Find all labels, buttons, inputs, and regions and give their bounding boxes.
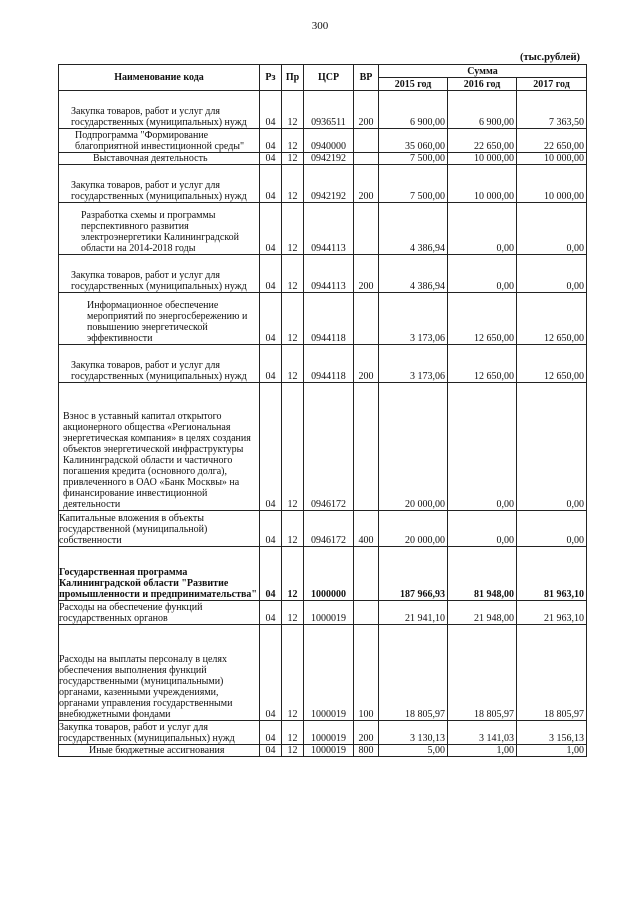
row-value-2015: 5,00: [379, 745, 448, 757]
row-value-2017: 7 363,50: [517, 91, 587, 129]
row-value-2015: 7 500,00: [379, 165, 448, 203]
row-rz: 04: [260, 383, 282, 511]
row-rz: 04: [260, 601, 282, 625]
table-row: [59, 91, 587, 129]
row-name: Государственная программа Калининградской области "Развитие промышленности и предпринимательства": [59, 547, 260, 601]
row-pr: 12: [282, 91, 304, 129]
row-name: Закупка товаров, работ и услуг для государственных (муниципальных) нужд: [59, 165, 260, 203]
row-value-2015: 18 805,97: [379, 625, 448, 721]
row-pr: 12: [282, 153, 304, 165]
header-name: Наименование кода: [59, 65, 260, 91]
row-pr: 12: [282, 511, 304, 547]
row-name: Закупка товаров, работ и услуг для государственных (муниципальных) нужд: [59, 721, 260, 745]
row-value-2017: 0,00: [517, 383, 587, 511]
row-value-2017: 12 650,00: [517, 293, 587, 345]
page-number: 300: [311, 20, 329, 32]
row-value-2015: 4 386,94: [379, 203, 448, 255]
table-row: [59, 203, 587, 255]
row-vr: [354, 129, 379, 153]
row-csr: 1000019: [304, 745, 354, 757]
row-value-2016: 0,00: [448, 203, 517, 255]
row-value-2017: 0,00: [517, 255, 587, 293]
header-2016: 2016 год: [448, 78, 517, 91]
row-value-2015: 20 000,00: [379, 383, 448, 511]
row-rz: 04: [260, 165, 282, 203]
row-value-2015: 4 386,94: [379, 255, 448, 293]
row-name: Закупка товаров, работ и услуг для государственных (муниципальных) нужд: [59, 91, 260, 129]
row-pr: 12: [282, 745, 304, 757]
row-name: Капитальные вложения в объекты государственной (муниципальной) собственности: [59, 511, 260, 547]
units-label: (тыс.рублей): [520, 52, 581, 63]
row-rz: 04: [260, 345, 282, 383]
row-name: Закупка товаров, работ и услуг для государственных (муниципальных) нужд: [59, 255, 260, 293]
budget-table: [58, 64, 587, 757]
row-vr: [354, 383, 379, 511]
row-csr: 0946172: [304, 383, 354, 511]
row-value-2017: 22 650,00: [517, 129, 587, 153]
row-csr: 0936511: [304, 91, 354, 129]
row-pr: 12: [282, 255, 304, 293]
row-csr: 1000019: [304, 721, 354, 745]
row-vr: 200: [354, 91, 379, 129]
table-row: [59, 547, 587, 601]
table-row: [59, 511, 587, 547]
table-row: [59, 601, 587, 625]
row-value-2016: 1,00: [448, 745, 517, 757]
header-pr: Пр: [282, 65, 304, 91]
row-vr: [354, 153, 379, 165]
row-value-2017: 1,00: [517, 745, 587, 757]
row-csr: 0946172: [304, 511, 354, 547]
row-value-2015: 187 966,93: [379, 547, 448, 601]
row-csr: 1000000: [304, 547, 354, 601]
row-value-2017: 0,00: [517, 511, 587, 547]
row-value-2017: 10 000,00: [517, 153, 587, 165]
header-sum: Сумма: [379, 65, 587, 78]
table-row: [59, 721, 587, 745]
header-2017: 2017 год: [517, 78, 587, 91]
table-row: [59, 255, 587, 293]
header-rz: Рз: [260, 65, 282, 91]
row-value-2016: 12 650,00: [448, 293, 517, 345]
table-row: [59, 745, 587, 757]
row-value-2016: 22 650,00: [448, 129, 517, 153]
row-pr: 12: [282, 129, 304, 153]
row-rz: 04: [260, 745, 282, 757]
row-value-2016: 3 141,03: [448, 721, 517, 745]
row-vr: [354, 293, 379, 345]
row-name: Информационное обеспечение мероприятий по энергосбережению и повышению энергетической эффективности: [59, 293, 260, 345]
row-value-2015: 35 060,00: [379, 129, 448, 153]
row-pr: 12: [282, 383, 304, 511]
header-2015: 2015 год: [379, 78, 448, 91]
row-value-2017: 10 000,00: [517, 165, 587, 203]
row-rz: 04: [260, 511, 282, 547]
row-name: Расходы на обеспечение функций государственных органов: [59, 601, 260, 625]
row-value-2015: 21 941,10: [379, 601, 448, 625]
row-vr: 200: [354, 721, 379, 745]
row-pr: 12: [282, 345, 304, 383]
row-pr: 12: [282, 721, 304, 745]
row-pr: 12: [282, 203, 304, 255]
table-row: [59, 345, 587, 383]
row-value-2017: 12 650,00: [517, 345, 587, 383]
row-value-2015: 3 130,13: [379, 721, 448, 745]
row-value-2016: 10 000,00: [448, 165, 517, 203]
row-csr: 0940000: [304, 129, 354, 153]
row-vr: [354, 203, 379, 255]
table-row: [59, 129, 587, 153]
row-value-2016: 10 000,00: [448, 153, 517, 165]
row-vr: 200: [354, 345, 379, 383]
row-value-2016: 21 948,00: [448, 601, 517, 625]
row-name: Закупка товаров, работ и услуг для государственных (муниципальных) нужд: [59, 345, 260, 383]
row-rz: 04: [260, 255, 282, 293]
row-name: Иные бюджетные ассигнования: [59, 745, 260, 757]
table-row: [59, 293, 587, 345]
row-rz: 04: [260, 153, 282, 165]
row-csr: 0942192: [304, 165, 354, 203]
row-name: Выставочная деятельность: [59, 153, 260, 165]
table-row: [59, 625, 587, 721]
table-row: [59, 153, 587, 165]
row-value-2015: 20 000,00: [379, 511, 448, 547]
row-value-2016: 6 900,00: [448, 91, 517, 129]
row-value-2015: 3 173,06: [379, 293, 448, 345]
row-name: Расходы на выплаты персоналу в целях обеспечения выполнения функций государственными (муниципальными) органами, казенными учреждениями, органами управления государственными внебюджетными фондами: [59, 625, 260, 721]
row-rz: 04: [260, 129, 282, 153]
row-value-2016: 0,00: [448, 511, 517, 547]
row-rz: 04: [260, 547, 282, 601]
table-row: [59, 383, 587, 511]
row-pr: 12: [282, 165, 304, 203]
row-value-2016: 12 650,00: [448, 345, 517, 383]
row-value-2015: 3 173,06: [379, 345, 448, 383]
row-vr: [354, 601, 379, 625]
row-rz: 04: [260, 721, 282, 745]
row-value-2015: 7 500,00: [379, 153, 448, 165]
row-name: Взнос в уставный капитал открытого акционерного общества «Региональная энергетическая компания» в целях создания объектов энергетической инфраструктуры Калининградской области и частичного погашения кредита (основного долга), привлеченного в ОАО «Банк Москвы» на финансирование инвестиционной деятельности: [59, 383, 260, 511]
row-csr: 0944113: [304, 255, 354, 293]
row-csr: 0944118: [304, 345, 354, 383]
row-value-2017: 3 156,13: [517, 721, 587, 745]
row-value-2017: 18 805,97: [517, 625, 587, 721]
row-csr: 1000019: [304, 601, 354, 625]
row-rz: 04: [260, 293, 282, 345]
row-vr: 200: [354, 255, 379, 293]
header-csr: ЦСР: [304, 65, 354, 91]
row-vr: 800: [354, 745, 379, 757]
row-vr: [354, 547, 379, 601]
row-csr: 0944113: [304, 203, 354, 255]
table-row: [59, 165, 587, 203]
row-csr: 0942192: [304, 153, 354, 165]
header-vr: ВР: [354, 65, 379, 91]
row-rz: 04: [260, 203, 282, 255]
row-pr: 12: [282, 625, 304, 721]
row-vr: 100: [354, 625, 379, 721]
row-pr: 12: [282, 601, 304, 625]
row-csr: 0944118: [304, 293, 354, 345]
row-name: Разработка схемы и программы перспективного развития электроэнергетики Калининградской области на 2014-2018 годы: [59, 203, 260, 255]
row-value-2016: 0,00: [448, 255, 517, 293]
row-pr: 12: [282, 547, 304, 601]
row-value-2016: 81 948,00: [448, 547, 517, 601]
row-rz: 04: [260, 625, 282, 721]
row-vr: 200: [354, 165, 379, 203]
row-pr: 12: [282, 293, 304, 345]
row-value-2015: 6 900,00: [379, 91, 448, 129]
row-value-2017: 21 963,10: [517, 601, 587, 625]
row-value-2017: 0,00: [517, 203, 587, 255]
row-value-2016: 0,00: [448, 383, 517, 511]
row-value-2017: 81 963,10: [517, 547, 587, 601]
row-csr: 1000019: [304, 625, 354, 721]
row-vr: 400: [354, 511, 379, 547]
row-value-2016: 18 805,97: [448, 625, 517, 721]
row-rz: 04: [260, 91, 282, 129]
row-name: Подпрограмма "Формирование благоприятной инвестиционной среды": [59, 129, 260, 153]
